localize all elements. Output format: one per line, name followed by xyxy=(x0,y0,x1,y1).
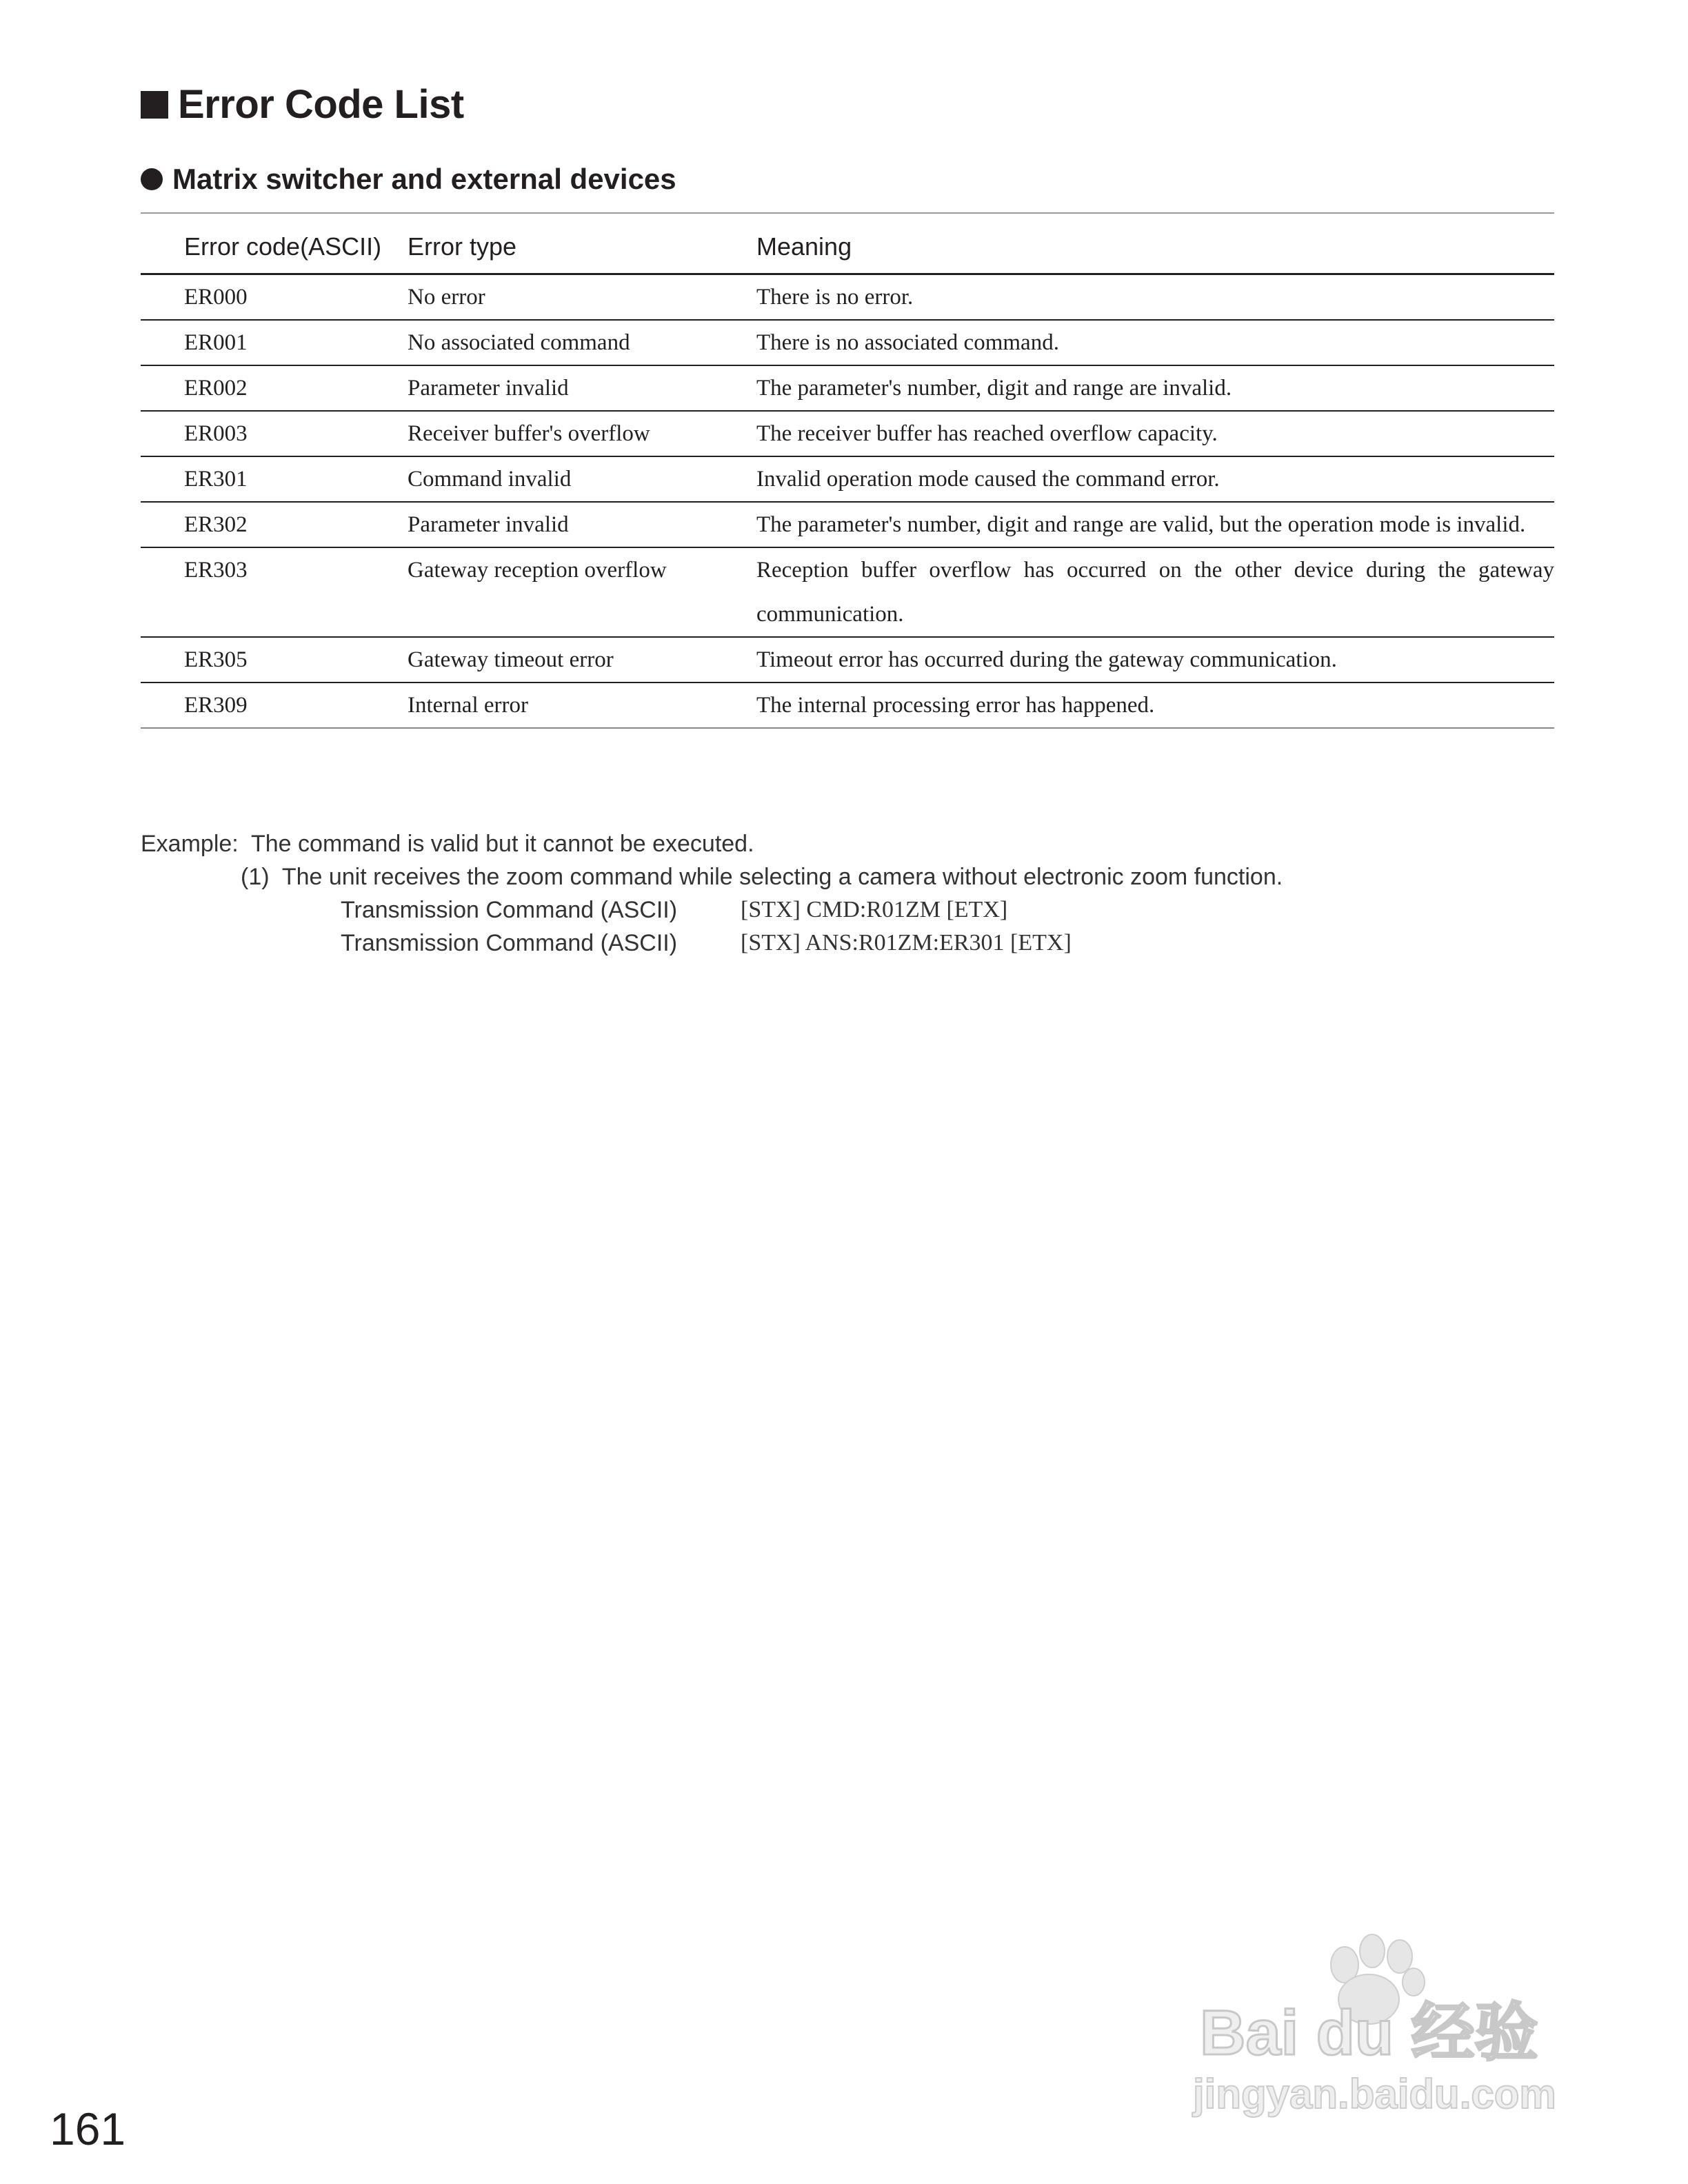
cell-type: Internal error xyxy=(408,693,528,718)
watermark-brand: Bai du 经验 xyxy=(1200,1998,1538,2068)
cell-type: No associated command xyxy=(408,330,630,355)
command-value: [STX] ANS:R01ZM:ER301 [ETX] xyxy=(741,930,1072,956)
command-row xyxy=(341,893,1283,927)
cell-code: ER002 xyxy=(184,376,248,401)
example-step: (1) The unit receives the zoom command while selecting a camera without electronic zoom function. xyxy=(241,864,1283,890)
column-header-meaning: Meaning xyxy=(756,232,852,261)
cell-code: ER309 xyxy=(184,693,248,718)
section-subtitle xyxy=(141,163,676,196)
table-row xyxy=(141,274,1554,321)
table-header-row xyxy=(141,213,1554,274)
cell-type: Gateway reception overflow xyxy=(408,558,667,583)
command-row xyxy=(341,927,1283,960)
column-header-code: Error code(ASCII) xyxy=(184,232,382,261)
table-row xyxy=(141,411,1554,456)
page-number: 161 xyxy=(50,2103,126,2154)
baidu-watermark xyxy=(1186,1917,1600,2123)
cell-type: Receiver buffer's overflow xyxy=(408,421,650,446)
example-intro: Example: The command is valid but it cannot be executed. xyxy=(141,831,754,857)
cell-meaning: The receiver buffer has reached overflow capacity. xyxy=(756,421,1218,446)
page-title xyxy=(141,81,464,128)
cell-type: Gateway timeout error xyxy=(408,647,614,672)
circle-bullet-icon xyxy=(141,168,163,190)
table-row xyxy=(141,547,1554,637)
cell-code: ER301 xyxy=(184,467,248,492)
cell-code: ER000 xyxy=(184,285,248,310)
cell-type: Command invalid xyxy=(408,467,572,492)
cell-meaning: Timeout error has occurred during the gateway communication. xyxy=(756,647,1337,672)
cell-code: ER001 xyxy=(184,330,248,355)
square-bullet-icon xyxy=(141,91,168,119)
cell-type: Parameter invalid xyxy=(408,376,569,401)
table-row xyxy=(141,682,1554,728)
cell-meaning: There is no associated command. xyxy=(756,330,1059,355)
table-row xyxy=(141,365,1554,411)
cell-code: ER303 xyxy=(184,558,248,583)
table-row xyxy=(141,456,1554,502)
cell-meaning: Invalid operation mode caused the command error. xyxy=(756,467,1220,492)
cell-code: ER003 xyxy=(184,421,248,446)
cell-meaning: The parameter's number, digit and range are invalid. xyxy=(756,376,1232,401)
cell-meaning: The parameter's number, digit and range are valid, but the operation mode is invalid. xyxy=(756,512,1526,537)
cell-code: ER305 xyxy=(184,647,248,672)
table-row xyxy=(141,637,1554,682)
command-value: [STX] CMD:R01ZM [ETX] xyxy=(741,897,1008,922)
cell-meaning: There is no error. xyxy=(756,285,914,310)
error-code-table xyxy=(141,212,1554,729)
command-label: Transmission Command (ASCII) xyxy=(341,897,678,923)
cell-type: No error xyxy=(408,285,485,310)
command-label: Transmission Command (ASCII) xyxy=(341,930,678,956)
table-row xyxy=(141,320,1554,365)
cell-code: ER302 xyxy=(184,512,248,537)
cell-meaning: The internal processing error has happened. xyxy=(756,693,1155,718)
section-subtitle-text: Matrix switcher and external devices xyxy=(172,163,676,195)
table-row xyxy=(141,502,1554,547)
page-title-text: Error Code List xyxy=(178,82,464,127)
cell-meaning: Reception buffer overflow has occurred on the other device during the gateway communication. xyxy=(756,558,1554,627)
watermark-url: jingyan.baidu.com xyxy=(1193,2071,1556,2117)
column-header-type: Error type xyxy=(408,232,517,261)
cell-type: Parameter invalid xyxy=(408,512,569,537)
example-section xyxy=(141,827,1283,960)
